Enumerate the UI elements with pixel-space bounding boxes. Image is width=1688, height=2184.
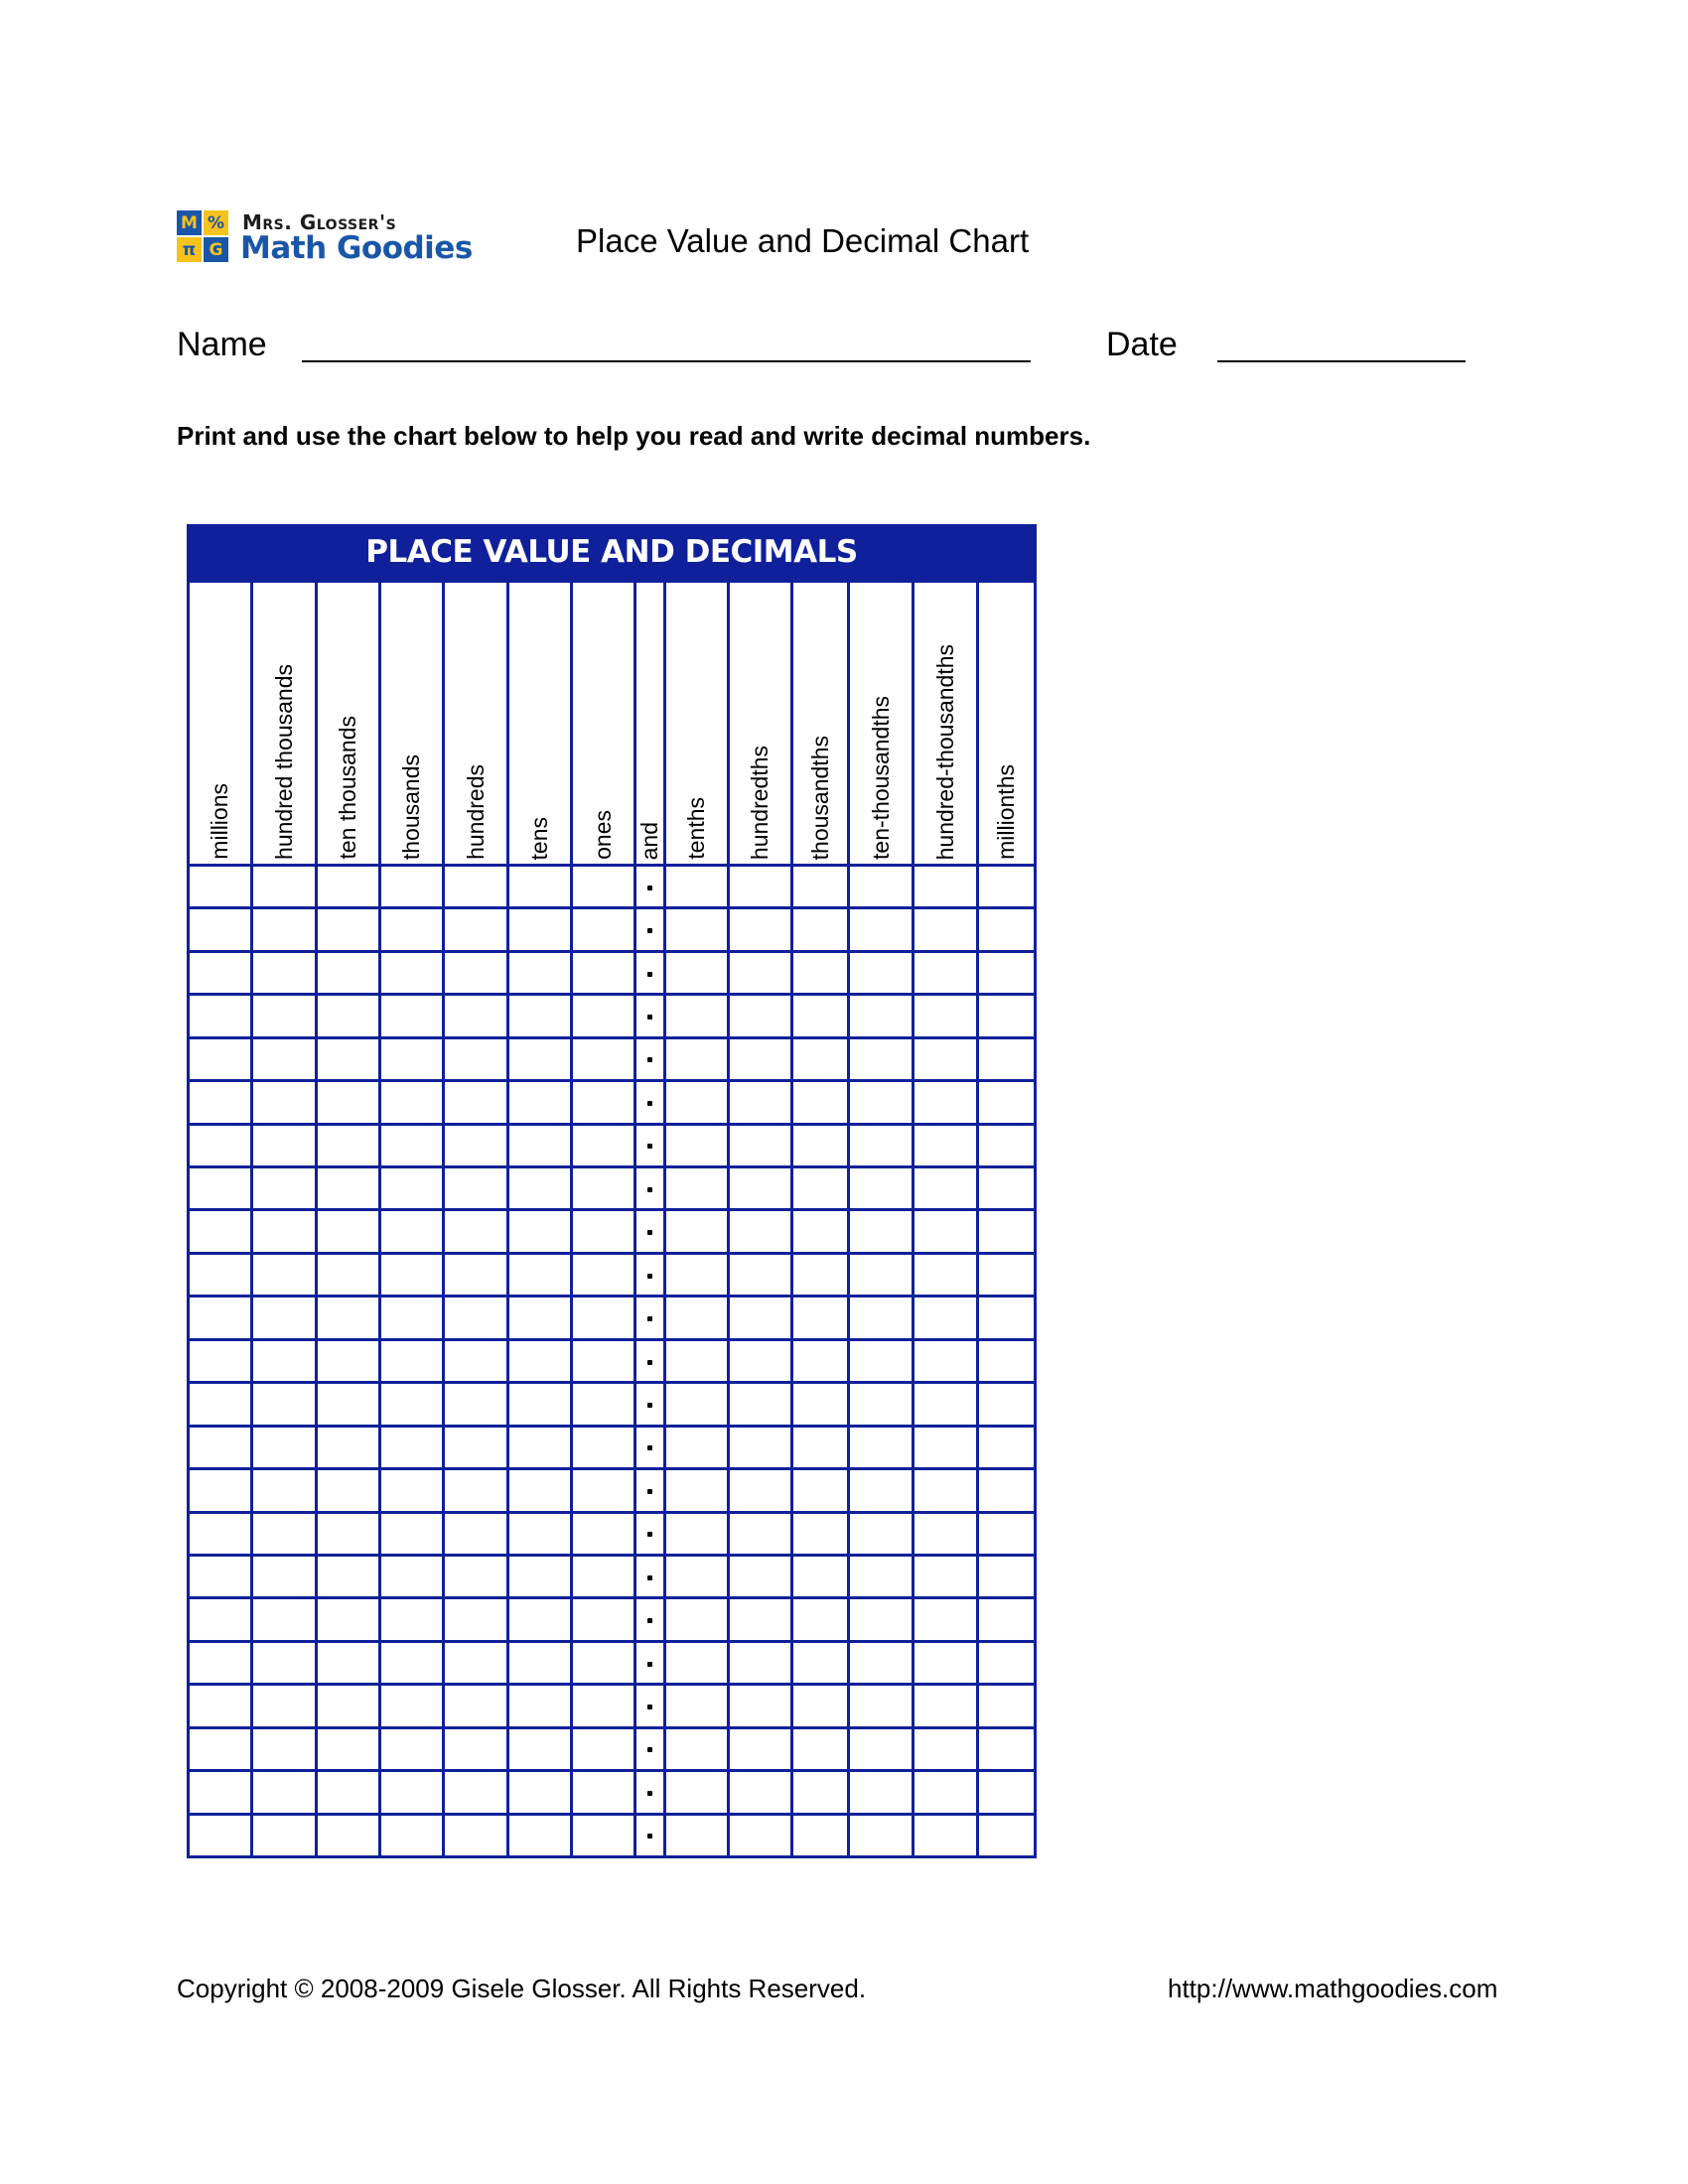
- grid-horizontal-line: [187, 1554, 1037, 1557]
- grid-horizontal-line: [187, 864, 1037, 867]
- grid-horizontal-line: [187, 1511, 1037, 1514]
- decimal-point: [647, 1618, 652, 1623]
- logo-mark: [177, 210, 228, 262]
- column-header: [636, 586, 663, 860]
- chart-grid: [187, 580, 1037, 1858]
- grid-horizontal-line: [187, 1640, 1037, 1643]
- column-header-label: hundred thousands: [270, 664, 297, 860]
- decimal-point: [647, 1834, 652, 1839]
- decimal-point: [647, 1015, 652, 1020]
- decimal-point: [647, 1662, 652, 1667]
- column-header-label: ones: [590, 810, 616, 860]
- grid-horizontal-line: [187, 1036, 1037, 1039]
- grid-horizontal-line: [187, 1165, 1037, 1168]
- logo-cell: G: [204, 237, 228, 262]
- decimal-point: [647, 886, 652, 890]
- grid-horizontal-line: [187, 1295, 1037, 1297]
- grid-horizontal-line: [187, 1769, 1037, 1772]
- grid-horizontal-line: [187, 1813, 1037, 1816]
- column-header-label: thousands: [398, 753, 424, 860]
- column-header-label: ten thousands: [335, 716, 360, 860]
- logo-cell: π: [177, 237, 202, 262]
- grid-horizontal-line: [187, 1683, 1037, 1686]
- logo-cell: %: [204, 210, 228, 235]
- decimal-point: [647, 1144, 652, 1149]
- logo-cell: M: [177, 210, 202, 235]
- column-header: [979, 586, 1034, 860]
- grid-vertical-line: [1034, 580, 1037, 1858]
- logo-bottom-text: Math Goodies: [240, 230, 473, 266]
- decimal-point: [647, 1532, 652, 1537]
- math-goodies-logo: [177, 210, 494, 270]
- date-field[interactable]: [1217, 360, 1466, 362]
- logo-top-text: Mrs. Glosser's: [242, 210, 397, 234]
- grid-horizontal-line: [187, 1252, 1037, 1255]
- column-header: [190, 586, 250, 860]
- decimal-point: [647, 1791, 652, 1796]
- column-header-label: ten-thousandths: [867, 696, 894, 860]
- decimal-point: [647, 1445, 652, 1450]
- grid-horizontal-line: [187, 1123, 1037, 1126]
- decimal-point: [647, 928, 652, 933]
- decimal-point: [647, 1057, 652, 1062]
- decimal-point: [647, 1489, 652, 1494]
- page-title: Place Value and Decimal Chart: [576, 222, 1030, 259]
- column-header: [445, 586, 506, 860]
- column-header: [318, 586, 378, 860]
- grid-horizontal-line: [187, 1726, 1037, 1729]
- date-label: Date: [1106, 326, 1178, 363]
- column-header-label: hundreds: [462, 764, 489, 860]
- column-header-label: tens: [526, 816, 552, 860]
- column-header-label: thousandths: [806, 735, 833, 860]
- decimal-point: [647, 1274, 652, 1279]
- grid-horizontal-line: [187, 1079, 1037, 1082]
- decimal-point: [647, 1101, 652, 1106]
- grid-horizontal-line: [187, 1855, 1037, 1858]
- grid-horizontal-line: [187, 1338, 1037, 1341]
- column-header: [730, 586, 790, 860]
- column-header-label: tenths: [683, 797, 709, 860]
- grid-horizontal-line: [187, 993, 1037, 996]
- place-value-chart: [187, 524, 1037, 1858]
- decimal-point: [647, 1230, 652, 1235]
- decimal-point: [647, 1316, 652, 1321]
- column-header: [793, 586, 847, 860]
- decimal-point: [647, 1747, 652, 1752]
- column-header-label: and: [636, 821, 662, 860]
- column-header: [666, 586, 727, 860]
- instructions: Print and use the chart below to help you read and write decimal numbers.: [177, 421, 1091, 451]
- name-label: Name: [177, 326, 267, 363]
- decimal-point: [647, 1575, 652, 1580]
- column-header-label: millions: [207, 783, 232, 860]
- decimal-point: [647, 1705, 652, 1709]
- grid-horizontal-line: [187, 950, 1037, 953]
- column-header: [573, 586, 633, 860]
- grid-horizontal-line: [187, 1596, 1037, 1599]
- column-header-label: millionths: [993, 764, 1019, 860]
- column-header-label: hundred-thousandths: [931, 643, 958, 860]
- grid-horizontal-line: [187, 580, 1037, 583]
- name-field[interactable]: [302, 360, 1031, 362]
- decimal-point: [647, 1187, 652, 1192]
- grid-horizontal-line: [187, 906, 1037, 909]
- decimal-point: [647, 972, 652, 977]
- column-header: [253, 586, 315, 860]
- grid-horizontal-line: [187, 1381, 1037, 1384]
- column-header: [509, 586, 570, 860]
- grid-horizontal-line: [187, 1467, 1037, 1470]
- website-url: http://www.mathgoodies.com: [1168, 1974, 1498, 2003]
- column-header: [850, 586, 912, 860]
- decimal-point: [647, 1360, 652, 1365]
- column-header-label: hundredths: [747, 745, 773, 860]
- column-header: [381, 586, 442, 860]
- column-header: [914, 586, 976, 860]
- decimal-point: [647, 1403, 652, 1408]
- chart-header: PLACE VALUE AND DECIMALS: [187, 524, 1037, 580]
- copyright-notice: Copyright © 2008-2009 Gisele Glosser. All Rights Reserved.: [177, 1974, 867, 2003]
- grid-horizontal-line: [187, 1208, 1037, 1211]
- grid-horizontal-line: [187, 1425, 1037, 1428]
